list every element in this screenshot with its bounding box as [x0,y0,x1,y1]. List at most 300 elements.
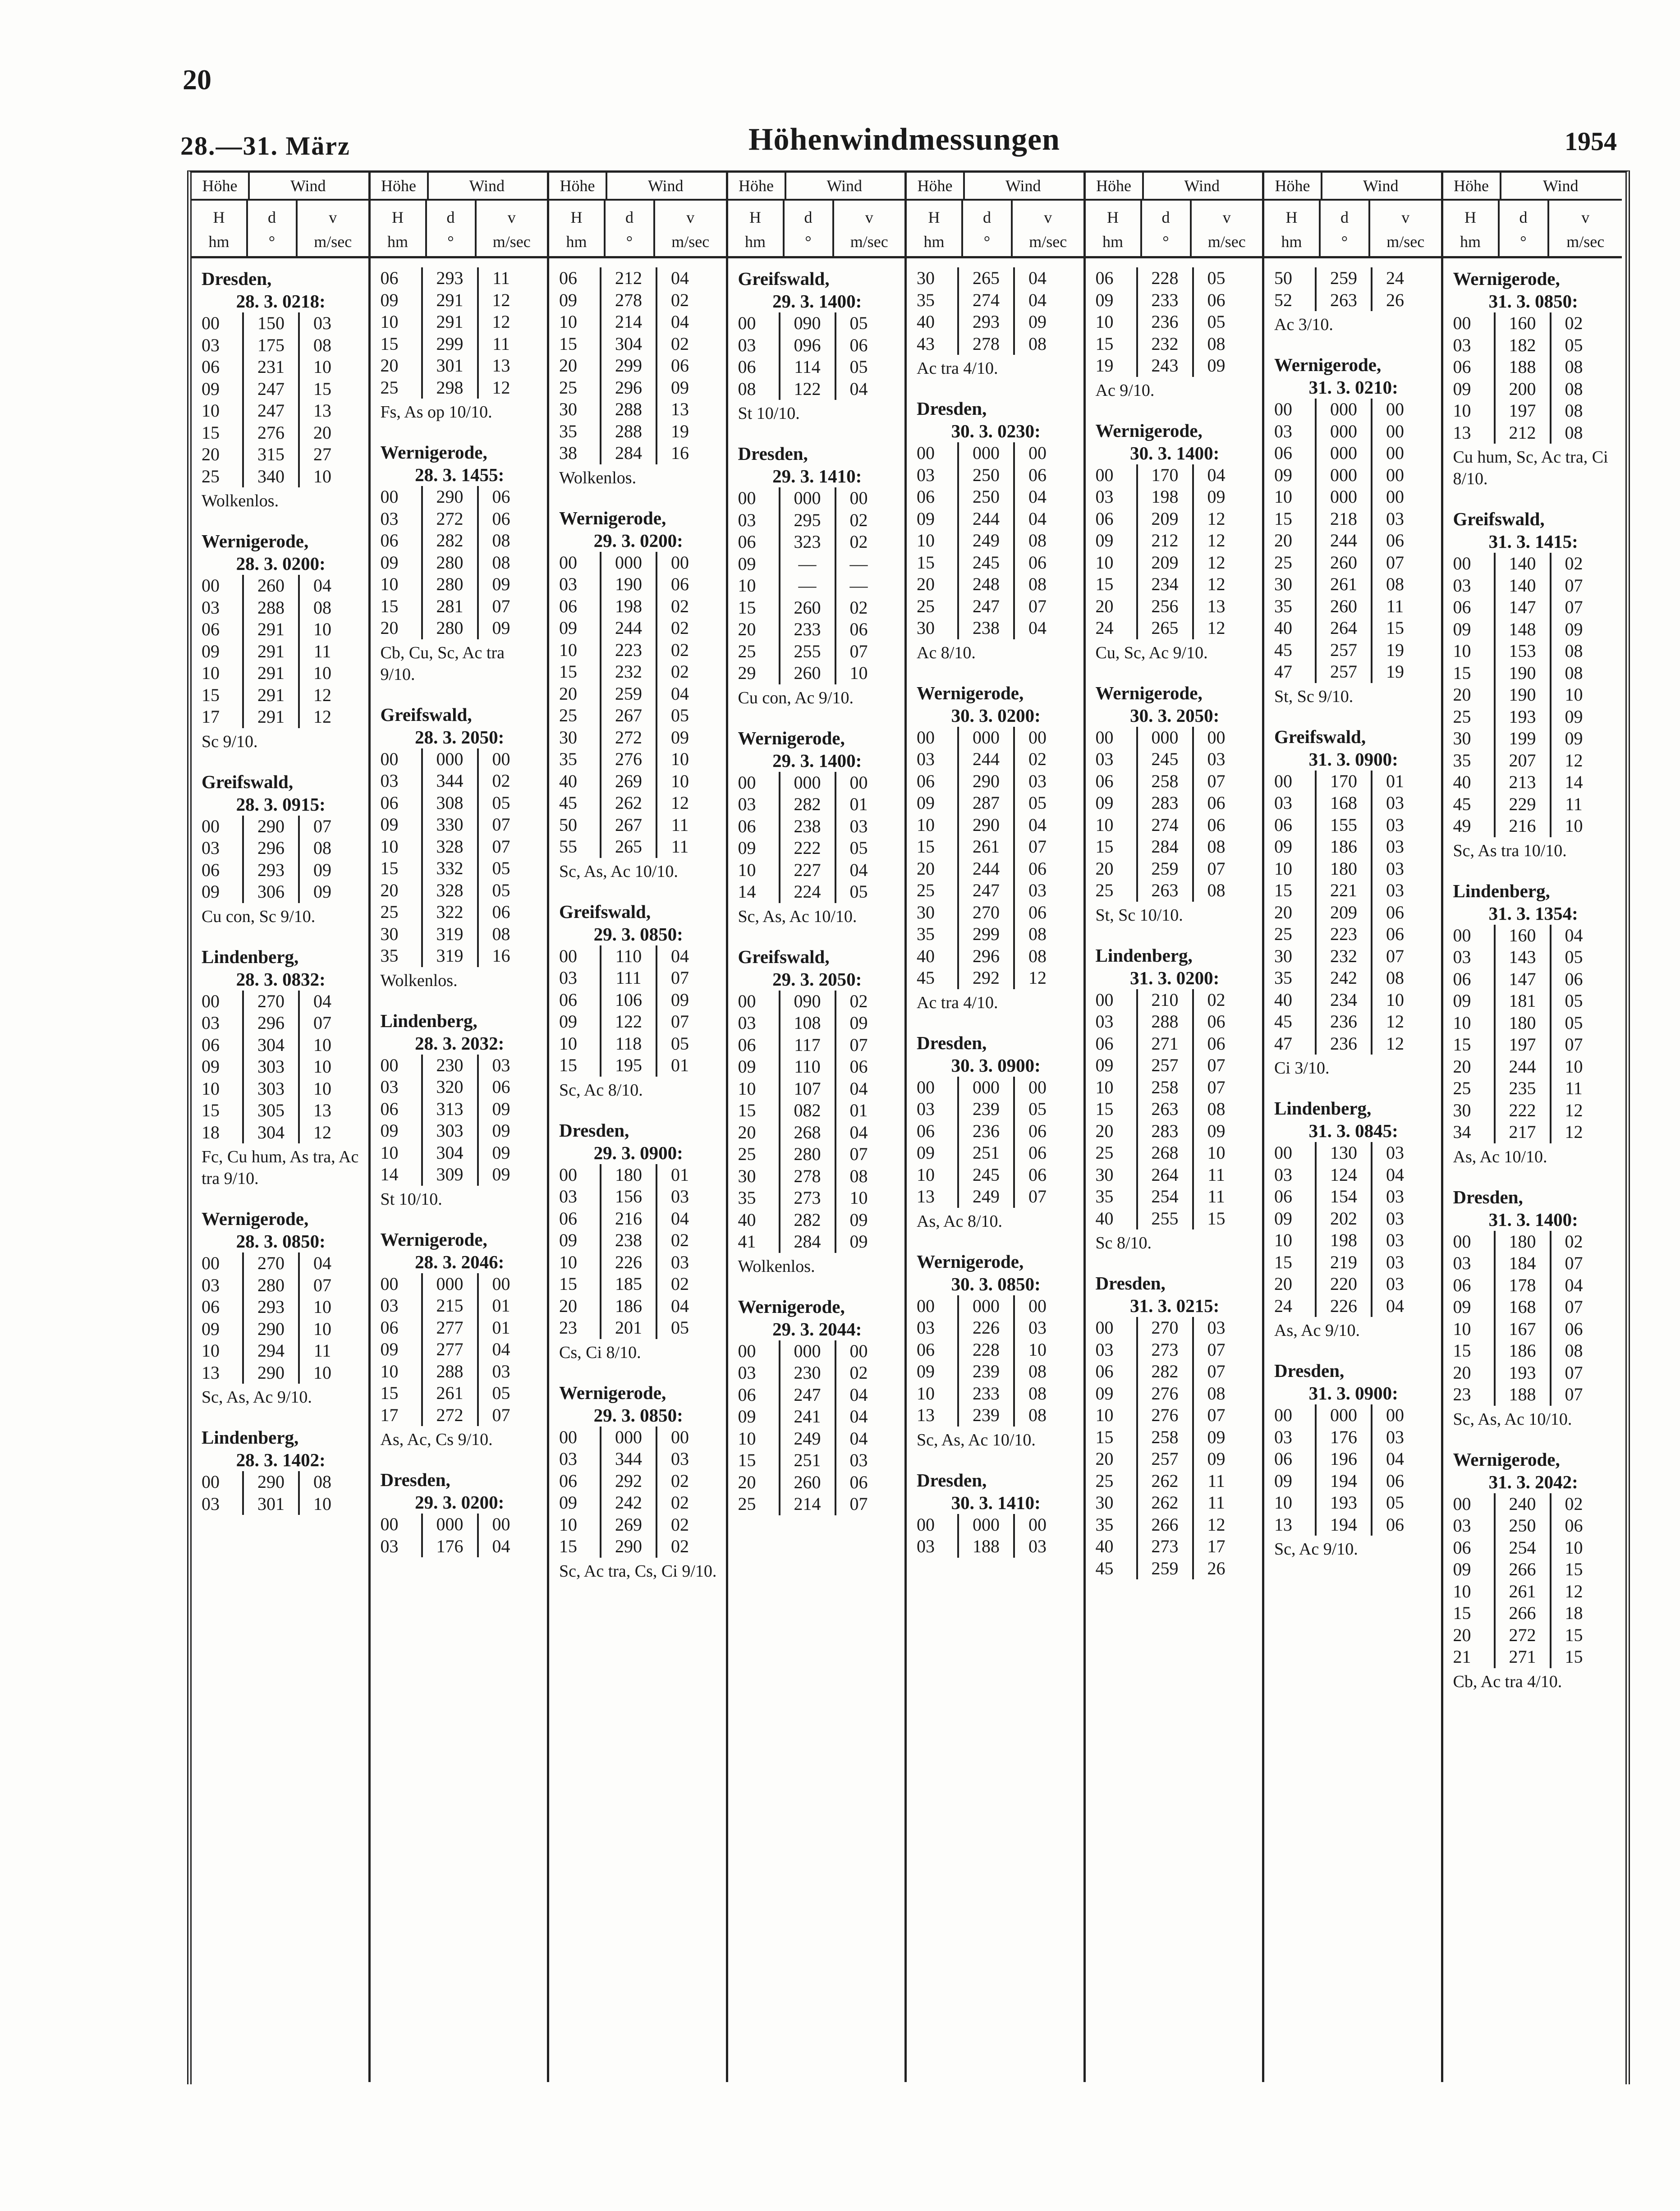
table-row [202,400,360,422]
table-row [1453,968,1614,991]
height-cell: 20 [1095,1120,1114,1141]
table-row [381,880,539,902]
direction-cell: 284 [600,442,657,464]
sounding-time: 30. 3. 1400: [1130,442,1220,463]
direction-cell: 257 [1136,1055,1194,1077]
table-row [381,1273,539,1295]
height-cell: 25 [1274,924,1292,944]
table-row [1274,1295,1433,1317]
sounding-time: 28. 3. 0218: [236,291,326,312]
speed-cell: 05 [492,880,510,900]
sounding-block [202,530,360,752]
direction-cell: 222 [779,837,836,859]
table-row [559,661,718,683]
table-row [1453,356,1614,378]
height-cell: 03 [1095,1339,1114,1360]
height-cell: 00 [380,1514,399,1534]
sounding-time: 29. 3. 1400: [772,750,862,771]
table-row [1096,333,1254,355]
direction-cell: 282 [779,1209,836,1231]
height-cell: 35 [1095,1514,1114,1535]
table-row [1453,1318,1614,1340]
height-cell: 15 [1453,1603,1471,1623]
table-row [1096,792,1254,814]
sounding-time: 30. 3. 1410: [951,1492,1041,1513]
height-cell: 03 [1274,421,1292,441]
table-row [1274,814,1433,836]
header-hoehe: Höhe [549,173,607,201]
sounding-time: 29. 3. 0850: [593,1404,683,1426]
speed-cell: 04 [1028,618,1047,638]
table-row [917,771,1075,793]
speed-cell: 00 [849,1340,868,1361]
speed-cell: 07 [1028,596,1047,616]
direction-cell: 309 [421,1164,479,1186]
cloud-note: Ac 3/10. [1274,315,1333,334]
direction-cell: 305 [242,1100,300,1122]
header-v: v m/sec [492,208,531,251]
table-row [917,289,1075,312]
speed-cell: 08 [1565,662,1583,683]
speed-cell: 10 [313,1297,331,1317]
table-row [381,1142,539,1164]
speed-cell: 02 [1565,553,1583,573]
direction-cell: 230 [779,1362,836,1384]
height-cell: 06 [738,1384,756,1405]
direction-cell: 290 [600,1536,657,1558]
direction-cell: 244 [957,508,1015,530]
height-cell: 10 [917,1164,935,1185]
direction-cell: 308 [421,792,479,814]
height-cell: 09 [202,1056,220,1077]
height-cell: 14 [738,881,756,902]
height-cell: 40 [738,1209,756,1230]
table-row [559,1492,718,1514]
direction-cell: 140 [1494,575,1551,597]
direction-cell: 000 [779,772,836,794]
table-row [738,1165,897,1188]
table-row [1096,1164,1254,1186]
direction-cell: 199 [1494,728,1551,750]
height-cell: 15 [559,1536,577,1556]
table-row [1453,1100,1614,1122]
direction-cell: 267 [600,705,657,727]
direction-cell: 261 [957,836,1015,858]
direction-cell: 247 [242,400,300,422]
direction-cell: 274 [1136,814,1194,836]
direction-cell: 273 [779,1187,836,1209]
table-row [1274,858,1433,880]
direction-cell: 293 [421,267,479,289]
table-row [1096,1383,1254,1405]
table-row [1274,967,1433,989]
height-cell: 09 [1095,793,1114,813]
height-cell: 06 [1274,443,1292,463]
station-name: Greifswald, [380,704,472,725]
table-row [559,421,718,443]
height-cell: 09 [380,1339,399,1359]
direction-cell: 282 [421,530,479,552]
direction-cell: 122 [600,1011,657,1033]
direction-cell: 261 [421,1382,479,1404]
direction-cell: 000 [1315,399,1372,421]
speed-cell: 03 [1028,771,1047,791]
sounding-block [1096,944,1254,1254]
direction-cell: 249 [957,1186,1015,1208]
table-row [1096,1514,1254,1536]
table-row [738,1100,897,1122]
sounding-block [1453,1448,1614,1693]
table-row [917,1186,1075,1208]
direction-cell: 265 [957,267,1015,289]
speed-cell: 12 [313,706,331,727]
table-row [1453,1078,1614,1100]
height-cell: 00 [1453,925,1471,945]
height-cell: 17 [380,1404,399,1425]
height-cell: 52 [1274,289,1292,310]
speed-cell: 10 [313,1318,331,1339]
direction-cell: 000 [1315,464,1372,486]
direction-cell: 254 [1136,1186,1194,1208]
table-row [559,355,718,377]
height-cell: 09 [202,641,220,661]
table-row [738,597,897,619]
speed-cell: 12 [313,1122,331,1142]
direction-cell: 287 [957,792,1015,814]
table-row [917,1120,1075,1142]
table-row [1096,1470,1254,1492]
speed-cell: 11 [1207,1186,1225,1206]
speed-cell: 05 [849,838,868,858]
sounding-time: 31. 3. 0900: [1308,748,1398,770]
direction-cell: 270 [957,902,1015,924]
table-row [738,531,897,553]
sounding-time: 28. 3. 1455: [415,464,505,485]
speed-cell: 07 [492,814,510,835]
height-cell: 35 [917,924,935,944]
table-column [371,173,550,2082]
cloud-note: Sc 9/10. [202,732,258,751]
speed-cell: 03 [1386,1142,1404,1163]
sounding-block [202,1207,360,1408]
table-row [381,814,539,836]
table-row [1274,1448,1433,1470]
sounding-time: 31. 3. 2042: [1488,1471,1578,1492]
height-cell: 24 [1274,1295,1292,1316]
table-row [917,814,1075,836]
table-row [381,1164,539,1186]
table-column [1086,173,1265,2082]
height-cell: 10 [380,574,399,594]
table-row [1453,596,1614,619]
table-row [1096,596,1254,618]
table-row [202,1100,360,1122]
height-cell: 20 [380,880,399,900]
height-cell: 15 [1274,880,1292,900]
height-cell: 10 [1274,1230,1292,1250]
table-row [559,399,718,421]
speed-cell: 12 [1207,530,1226,550]
height-cell: 03 [1095,749,1114,769]
table-row [1453,771,1614,794]
speed-cell: 03 [492,1361,510,1381]
table-column [1264,173,1443,2082]
height-cell: 06 [738,1034,756,1055]
speed-cell: 00 [671,552,689,573]
speed-cell: 07 [671,1011,689,1032]
table-row [1453,312,1614,335]
sounding-time: 28. 3. 0850: [236,1231,326,1252]
direction-cell: 117 [779,1034,836,1056]
speed-cell: 02 [1565,1493,1583,1514]
table-row [1453,1252,1614,1275]
height-cell: 10 [380,1361,399,1381]
direction-cell: 298 [421,377,479,399]
speed-cell: 06 [1028,902,1047,922]
height-cell: 03 [1274,1427,1292,1447]
sounding-block [1274,725,1433,1079]
height-cell: 50 [559,814,577,835]
speed-cell: 11 [1207,1470,1225,1491]
direction-cell: 271 [1136,1033,1194,1055]
speed-cell: 07 [849,1034,868,1055]
sounding-time: 29. 3. 2050: [772,968,862,990]
speed-cell: 10 [313,1362,331,1383]
direction-cell: 280 [779,1143,836,1165]
speed-cell: 12 [313,684,331,705]
speed-cell: 13 [1207,596,1226,616]
direction-cell: 200 [1494,378,1551,400]
speed-cell: 04 [1028,486,1047,507]
table-row [1096,727,1254,749]
speed-cell: 05 [849,357,868,377]
height-cell: 06 [202,619,220,639]
direction-cell: 265 [600,836,657,858]
height-cell: 09 [1453,1297,1471,1317]
speed-cell: 04 [849,1078,868,1099]
speed-cell: 08 [1565,1340,1583,1361]
table-row [381,1536,539,1558]
speed-cell: 09 [492,1142,510,1163]
direction-cell: 231 [242,356,300,378]
direction-cell: 226 [600,1252,657,1274]
table-row [1096,1427,1254,1449]
speed-cell: 07 [1565,597,1583,617]
speed-cell: 00 [1207,727,1226,748]
table-row [202,378,360,400]
height-cell: 35 [917,289,935,310]
cloud-note: Wolkenlos. [380,971,458,990]
speed-cell: 07 [1207,1077,1226,1097]
table-row [381,573,539,596]
table-row [559,1514,718,1536]
table-row [738,1187,897,1209]
table-row [202,1078,360,1100]
height-cell: 25 [559,377,577,398]
height-cell: 00 [738,991,756,1011]
speed-cell: 10 [313,663,331,683]
speed-cell: 00 [1386,443,1404,463]
speed-cell: 03 [1386,1274,1404,1294]
height-cell: 45 [1095,1558,1114,1578]
direction-cell: 260 [779,1472,836,1494]
direction-cell: 272 [1494,1624,1551,1647]
speed-cell: 10 [313,357,331,377]
speed-cell: 05 [849,881,868,902]
sounding-block [559,1119,718,1363]
table-row [1453,1602,1614,1624]
direction-cell: 328 [421,836,479,858]
sounding-block [202,267,360,512]
speed-cell: 08 [1565,400,1583,421]
height-cell: 03 [1274,793,1292,813]
height-cell: 09 [738,1056,756,1077]
direction-cell: 226 [957,1317,1015,1339]
speed-cell: 07 [1207,858,1226,879]
height-cell: 45 [1453,794,1471,814]
height-cell: 00 [1095,989,1114,1010]
height-cell: 00 [1095,727,1114,748]
speed-cell: 04 [1028,268,1047,288]
table-row [1453,1581,1614,1603]
direction-cell: 330 [421,814,479,836]
table-row [381,858,539,880]
speed-cell: 06 [1386,902,1404,922]
header-v: v m/sec [671,208,710,251]
height-cell: 06 [380,530,399,550]
table-row [559,1055,718,1077]
height-cell: 35 [1274,968,1292,988]
direction-cell: 227 [779,859,836,881]
table-row [917,902,1075,924]
table-row [559,267,718,289]
table-row [559,1164,718,1186]
speed-cell: 26 [1207,1558,1226,1578]
height-cell: 55 [559,836,577,857]
height-cell: 34 [1453,1122,1471,1142]
direction-cell: 244 [1494,1056,1551,1078]
station-name: Greifswald, [1453,509,1545,529]
direction-cell: 257 [1315,639,1372,661]
height-cell: 15 [380,596,399,616]
speed-cell: 01 [849,1100,868,1120]
height-cell: 03 [380,1536,399,1556]
speed-cell: 07 [671,968,689,988]
height-cell: 00 [380,1055,399,1075]
height-cell: 15 [202,1100,220,1120]
speed-cell: 05 [1028,793,1047,813]
table-row [738,1384,897,1406]
table-row [559,1536,718,1558]
table-row [738,1472,897,1494]
direction-cell: 258 [1136,771,1194,793]
height-cell: 03 [917,749,935,769]
height-cell: 03 [202,597,220,618]
table-row [381,552,539,574]
direction-cell: 296 [957,945,1015,968]
table-row [202,335,360,357]
height-cell: 20 [1453,1056,1471,1077]
table-row [381,1382,539,1404]
speed-cell: 01 [671,1164,689,1185]
direction-cell: 180 [1494,1231,1551,1253]
sounding-block [559,507,718,882]
table-row [738,662,897,684]
table-row [1096,552,1254,574]
sounding-time: 29. 3. 2044: [772,1318,862,1339]
sounding-block [1453,880,1614,1168]
table-row [381,923,539,945]
sounding-block [917,397,1075,664]
speed-cell: 03 [313,313,331,333]
station-name: Wernigerode, [380,1229,487,1250]
cloud-note: Cu con, Sc 9/10. [202,907,316,926]
direction-cell: 190 [600,573,657,596]
speed-cell: 06 [492,1077,510,1097]
sounding-time: 28. 3. 0832: [236,968,326,990]
table-row [202,1362,360,1384]
speed-cell: 02 [671,596,689,616]
height-cell: 06 [202,1034,220,1055]
height-cell: 03 [559,1186,577,1206]
height-cell: 09 [1274,836,1292,857]
header-v: v m/sec [1386,208,1425,251]
direction-cell: 251 [957,1142,1015,1164]
direction-cell: 247 [242,378,300,400]
height-cell: 08 [738,378,756,399]
height-cell: 10 [1453,641,1471,661]
height-cell: 47 [1274,661,1292,682]
table-row [917,1536,1075,1558]
height-cell: 03 [1095,486,1114,507]
speed-cell: 07 [1207,1055,1226,1075]
direction-cell: 283 [1136,792,1194,814]
table-row [1274,771,1433,793]
speed-cell: 02 [671,1492,689,1513]
header-hoehe: Höhe [1264,173,1322,201]
speed-cell: 15 [313,378,331,399]
table-row [738,619,897,641]
station-name: Dresden, [559,1119,629,1141]
speed-cell: 10 [1565,1537,1583,1558]
table-row [917,792,1075,814]
speed-cell: 06 [1207,289,1226,310]
station-name: Wernigerode, [1274,354,1382,375]
height-cell: 20 [1453,684,1471,705]
speed-cell: 03 [849,816,868,836]
speed-cell: 09 [849,1013,868,1033]
table-row [202,662,360,684]
column-body [1264,258,1441,1560]
direction-cell: 182 [1494,335,1551,357]
direction-cell: 295 [779,509,836,532]
speed-cell: 04 [1565,925,1583,945]
table-row [202,684,360,706]
sounding-block [1274,353,1433,707]
table-row [559,1273,718,1295]
table-row [381,1404,539,1427]
direction-cell: 236 [1136,311,1194,333]
speed-cell: 05 [671,1033,689,1054]
direction-cell: 276 [600,748,657,771]
direction-cell: 319 [421,945,479,967]
speed-cell: 06 [1028,1142,1047,1163]
table-row [1274,989,1433,1011]
direction-cell: 271 [1494,1646,1551,1668]
direction-cell: 184 [1494,1252,1551,1275]
table-row [559,1427,718,1449]
direction-cell: 170 [1315,771,1372,793]
